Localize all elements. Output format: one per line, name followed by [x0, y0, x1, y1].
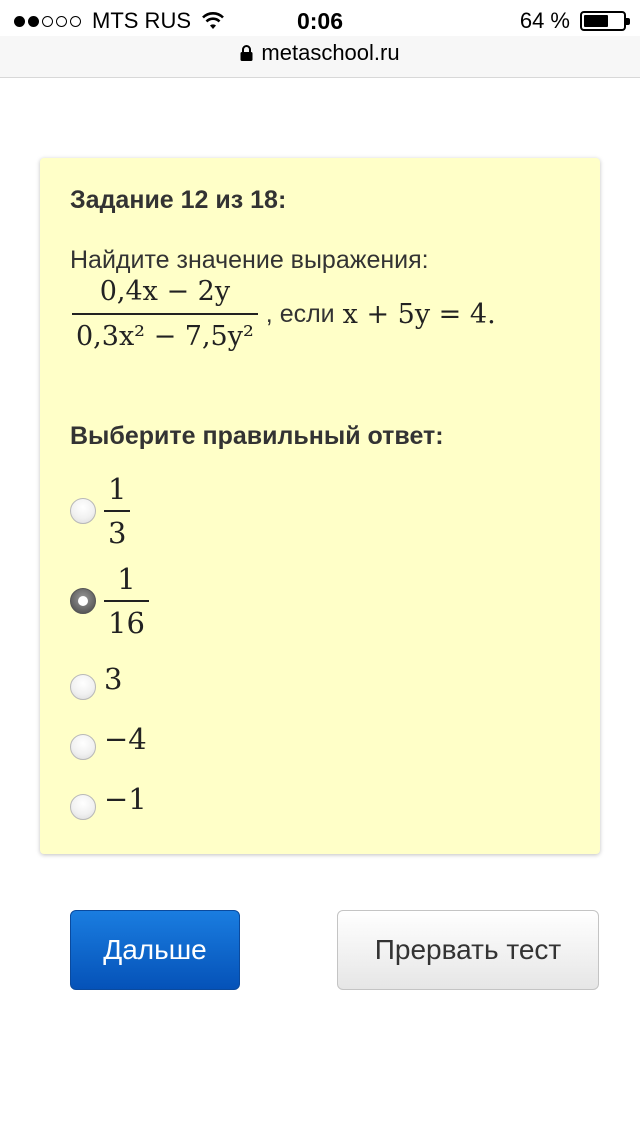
url-text: metaschool.ru — [261, 40, 400, 65]
answer-option-4[interactable] — [70, 718, 147, 760]
expression-denominator: 0,3x² − 7,5y² — [72, 313, 258, 352]
option-numerator: 1 — [117, 562, 136, 596]
option-denominator: 16 — [104, 600, 149, 640]
answer-option-1[interactable] — [70, 472, 130, 550]
question-title: Задание 12 из 18: — [70, 186, 287, 214]
answer-option-3[interactable] — [70, 658, 122, 700]
expression-condition — [266, 299, 496, 330]
radio-icon[interactable] — [70, 734, 96, 760]
abort-test-button[interactable]: Прервать тест — [337, 910, 599, 990]
choose-answer-label: Выберите правильный ответ: — [70, 422, 444, 450]
math-expression — [72, 276, 496, 352]
condition-word: , если — [265, 299, 335, 328]
option-value: −1 — [104, 782, 147, 816]
option-value: −4 — [104, 722, 147, 756]
option-numerator: 1 — [108, 472, 127, 506]
lock-icon — [240, 45, 253, 61]
battery-percent: 64 % — [519, 8, 570, 33]
status-right — [520, 8, 626, 34]
option-denominator: 3 — [104, 510, 130, 550]
expression-fraction — [72, 276, 258, 352]
answer-option-2[interactable] — [70, 562, 149, 640]
radio-icon[interactable] — [70, 794, 96, 820]
carrier-name: MTS RUS — [92, 8, 191, 33]
next-button[interactable]: Дальше — [70, 910, 240, 990]
battery-icon — [580, 11, 626, 31]
option-fraction — [104, 562, 149, 640]
condition-equation: x + 5y = 4. — [342, 298, 496, 330]
radio-checked-icon[interactable] — [70, 588, 96, 614]
question-card — [40, 158, 600, 854]
option-value: 3 — [104, 662, 123, 696]
battery-level — [584, 15, 608, 27]
option-fraction — [104, 472, 130, 550]
clock: 0:06 — [296, 8, 344, 34]
radio-icon[interactable] — [70, 498, 96, 524]
expression-numerator: 0,4x − 2y — [99, 276, 231, 307]
answer-option-5[interactable] — [70, 778, 147, 820]
question-prompt: Найдите значение выражения: — [70, 246, 429, 274]
radio-icon[interactable] — [70, 674, 96, 700]
address-bar[interactable] — [0, 36, 640, 78]
